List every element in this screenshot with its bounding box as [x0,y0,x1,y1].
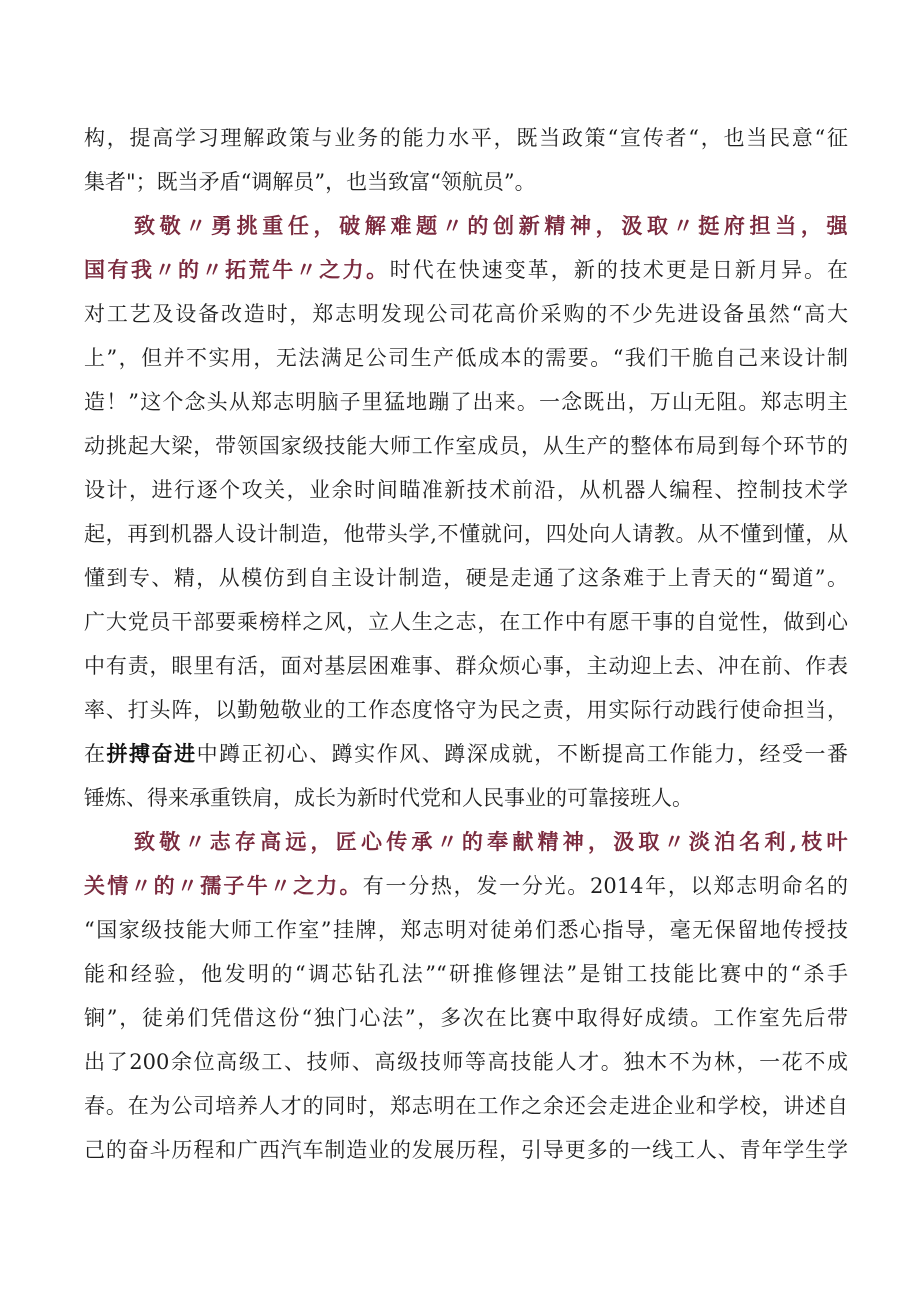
text-line: 春。在为公司培养人才的同时，郑志明在工作之余还会走进企业和学校，讲述自 [84,1094,848,1118]
text-line: 懂到专、精，从模仿到自主设计制造，硬是走通了这条难于上青天的“蜀道”。 [84,566,848,590]
text-line: 上”，但并不实用，无法满足公司生产低成本的需要。“我们干脆自己来设计制 [84,346,848,370]
text-line: 广大党员干部要乘榜样之风，立人生之志，在工作中有愿干事的自觉性，做到心 [84,610,848,634]
text-line: 锏”，徒弟们凭借这份“独门心法”，多次在比赛中取得好成绩。工作室先后带 [84,1006,848,1030]
text-line: 中有责，眼里有活，面对基层困难事、群众烦心事，主动迎上去、冲在前、作表 [84,654,848,678]
text-line: 造！”这个念头从郑志明脑子里猛地蹦了出来。一念既出，万山无阻。郑志明主 [84,390,848,414]
text-line [84,253,848,287]
highlight-heading: 国有我〃的〃拓荒牛〃之力。 [84,257,390,282]
text-line [84,869,848,903]
text-line: 集者"；既当矛盾“调解员”，也当致富“领航员”。 [84,170,536,194]
text-line: 锤炼、得来承重铁肩，成长为新时代党和人民事业的可靠接班人。 [84,786,693,810]
highlight-line [134,209,848,243]
body-text: 时代在快速变革，新的技术更是日新月异。在 [389,258,848,282]
highlight-heading: 关情〃的〃孺子牛〃之力。 [84,873,363,898]
text-line: 构，提高学习理解政策与业务的能力水平，既当政策“宣传者“，也当民意“征 [84,126,848,150]
text-line: 率、打头阵，以勤勉敬业的工作态度恪守为民之责，用实际行动践行使命担当， [84,698,848,722]
bold-text: 拼搏奋进 [106,741,197,766]
text-line: 设计，进行逐个攻关，业余时间瞄准新技术前沿，从机器人编程、控制技术学 [84,478,848,502]
text-line: 己的奋斗历程和广西汽车制造业的发展历程，引导更多的一线工人、青年学生学 [84,1138,848,1162]
body-text: 在 [84,742,107,766]
text-line: 起，再到机器人设计制造，他带头学,不懂就问，四处向人请教。从不懂到懂，从 [84,522,848,546]
text-line [84,737,848,771]
body-text: 有一分热，发一分光。2014年，以郑志明命名的 [362,874,848,898]
text-line: 出了200余位高级工、技师、高级技师等高技能人才。独木不为林，一花不成 [84,1050,848,1074]
highlight-heading: 致敬〃志存高远，匠心传承〃的奉献精神，汲取〃淡泊名利,枝叶 [134,829,848,854]
highlight-line [134,825,848,859]
text-line: 对工艺及设备改造时，郑志明发现公司花高价采购的不少先进设备虽然“高大 [84,302,848,326]
body-text: 中蹲正初心、蹲实作风、蹲深成就，不断提高工作能力，经受一番 [196,742,848,766]
highlight-heading: 致敬〃勇挑重任，破解难题〃的创新精神，汲取〃挺府担当，强 [134,213,848,238]
text-line: 动挑起大梁，带领国家级技能大师工作室成员，从生产的整体布局到每个环节的 [84,434,848,458]
text-line: 能和经验，他发明的“调芯钻孔法”“研推修锂法”是钳工技能比赛中的“杀手 [84,962,848,986]
text-line: “国家级技能大师工作室”挂牌，郑志明对徒弟们悉心指导，毫无保留地传授技 [84,918,848,942]
